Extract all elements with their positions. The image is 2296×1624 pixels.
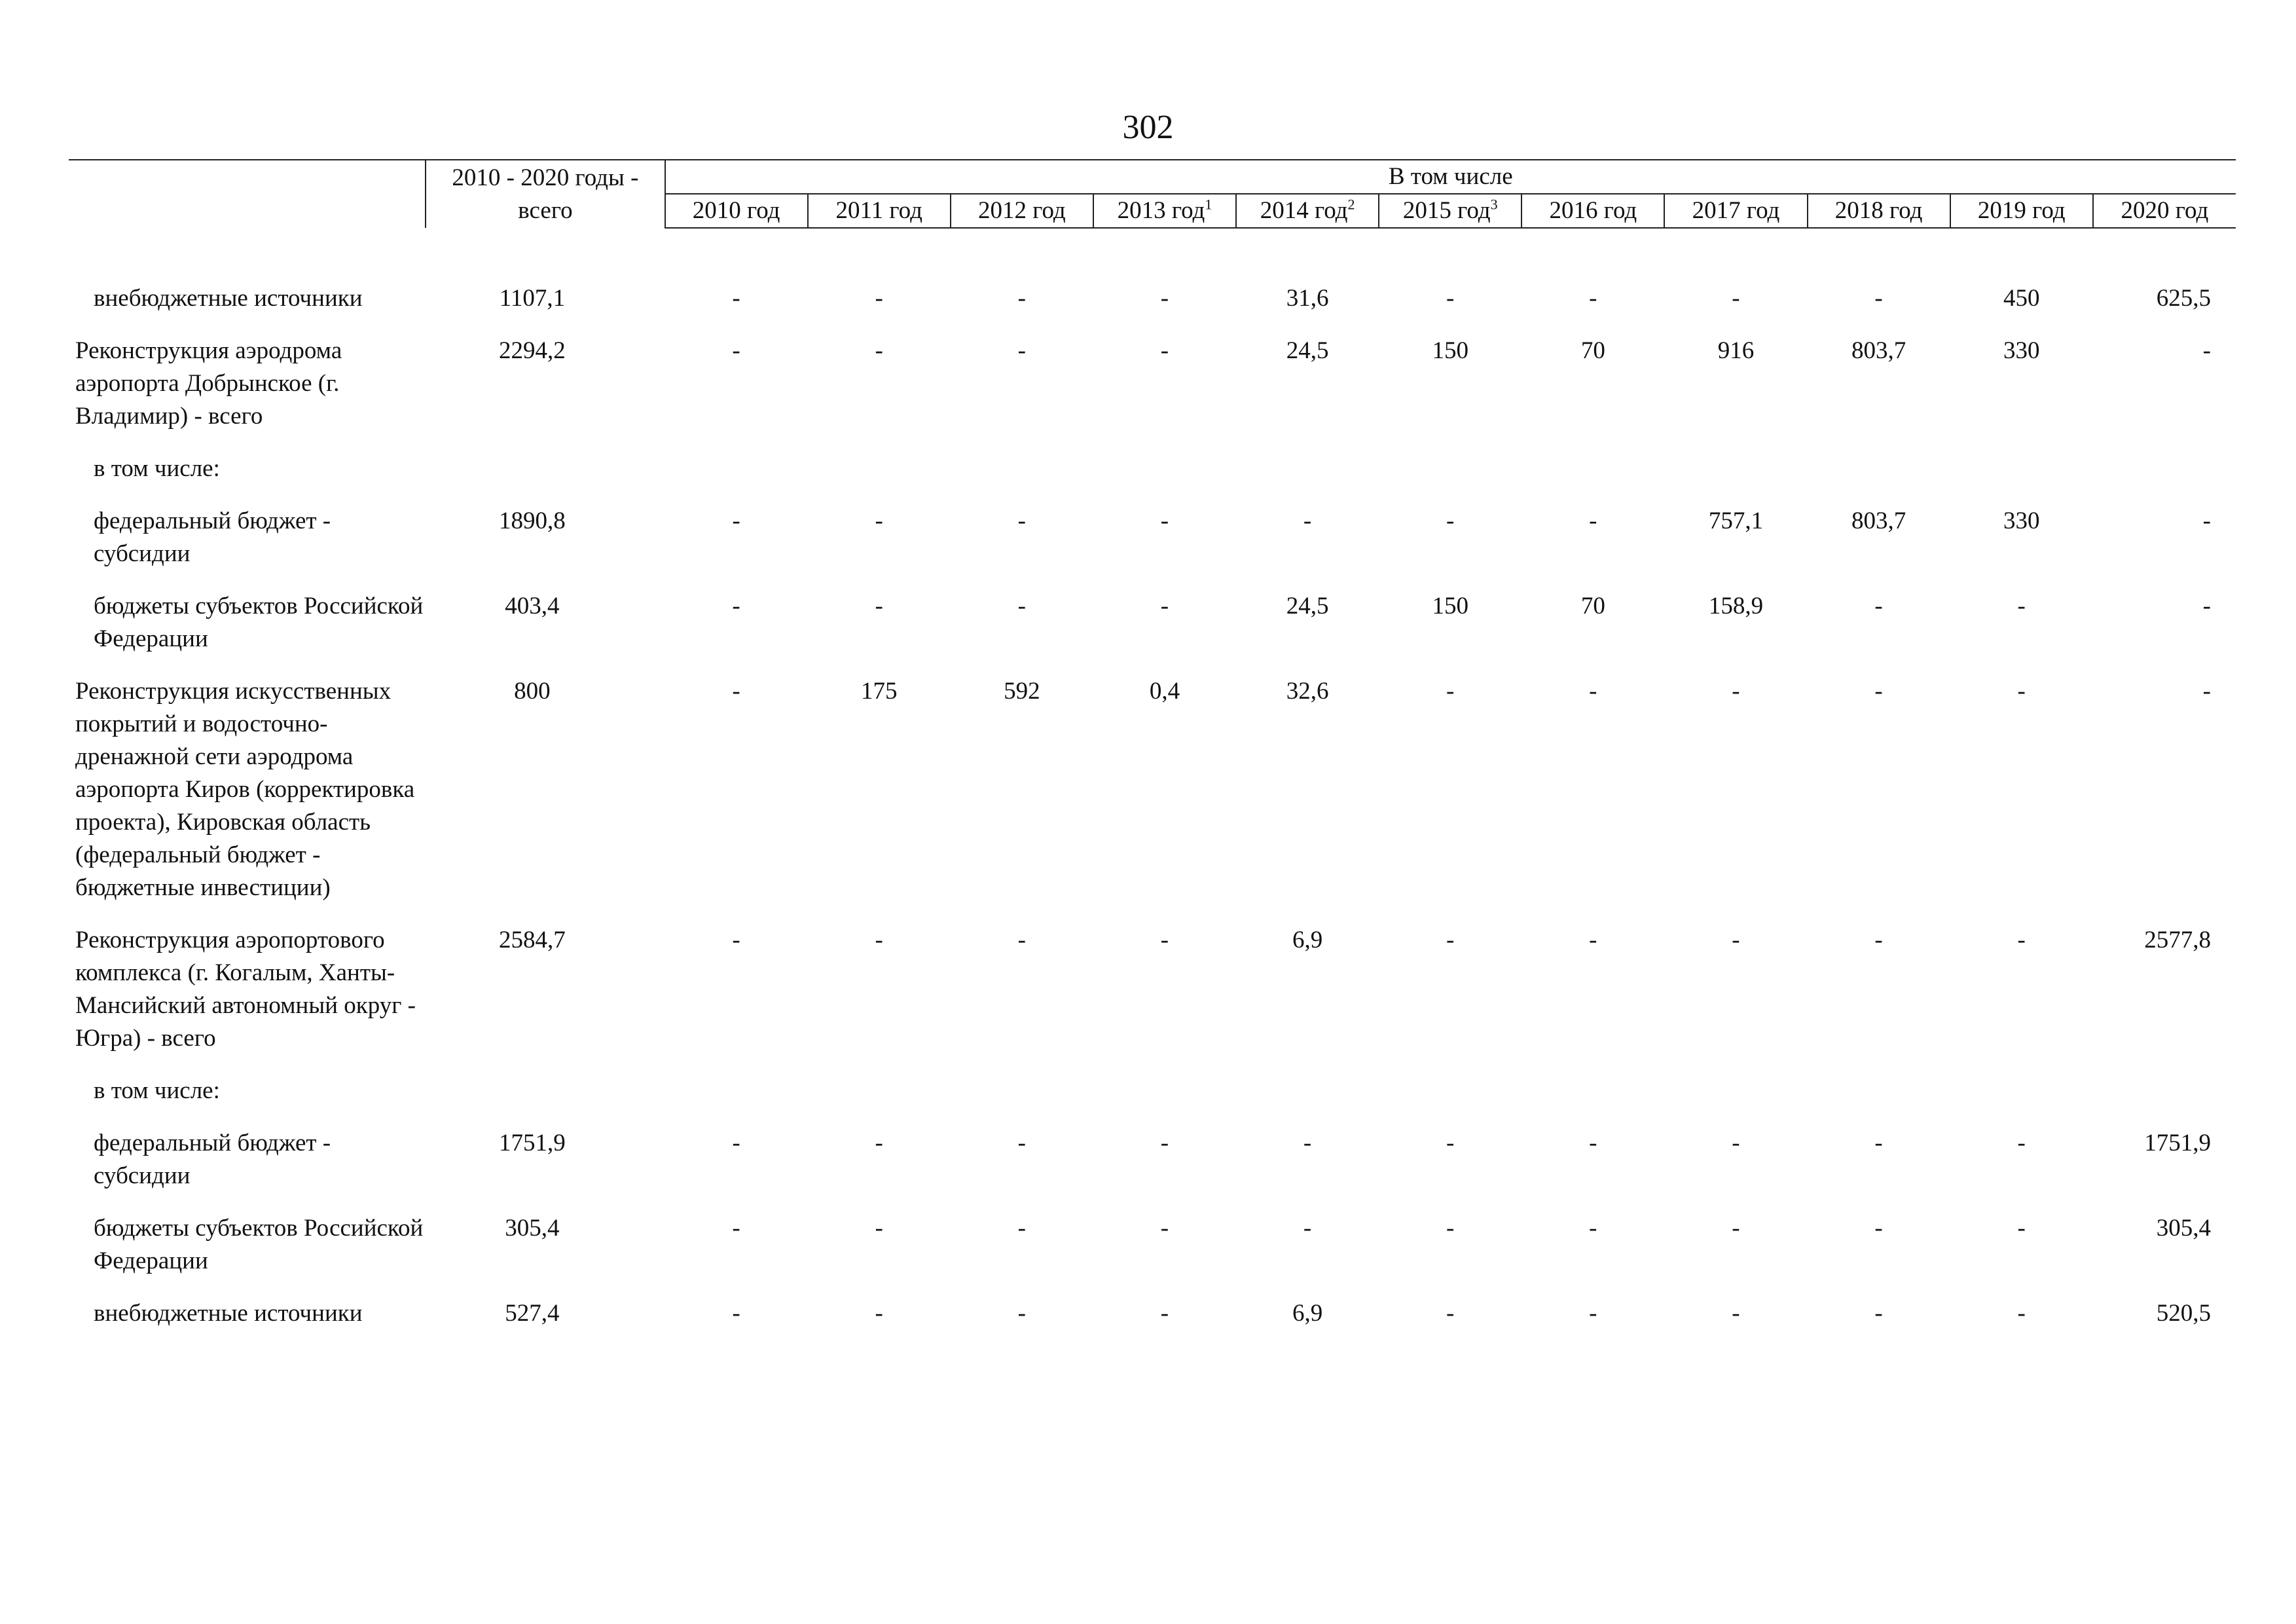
row-value: [951, 452, 1093, 505]
row-value: -: [1732, 285, 1740, 312]
row-value: 803,7: [1851, 507, 1906, 534]
row-total: 403,4: [505, 593, 560, 619]
row-value: 32,6: [1286, 678, 1329, 705]
table-row: [69, 675, 2236, 924]
footnote-marker: 1: [1205, 196, 1212, 213]
row-value: -: [2202, 507, 2211, 534]
footnote-marker: 3: [1490, 196, 1498, 213]
row-value: -: [1017, 337, 1026, 364]
page-number: 302: [1122, 109, 1174, 146]
header-year-6: [1379, 194, 1522, 228]
row-value: [1522, 452, 1664, 505]
row-value: -: [1160, 593, 1169, 619]
row-total: 2584,7: [499, 927, 566, 953]
table-row: [69, 452, 2236, 505]
row-value: -: [875, 593, 883, 619]
header-year-label: 2014 год: [1260, 197, 1348, 224]
row-value: -: [875, 507, 883, 534]
row-total: 800: [514, 678, 551, 705]
row-name: Реконструкция искусственных покрытий и водосточно-дренажной сети аэродрома аэропорта Киров (корректировка проекта), Кировская область (федеральный бюджет - бюджетные инвестиции): [75, 678, 415, 901]
row-value: 330: [2003, 507, 2040, 534]
row-value: -: [1446, 1215, 1455, 1242]
row-total: 1107,1: [499, 285, 566, 312]
row-value: 158,9: [1708, 593, 1764, 619]
row-value: -: [1874, 1300, 1883, 1327]
header-total-cell: 2010 - 2020 годы - всего: [426, 160, 665, 228]
row-value: -: [2017, 927, 2026, 953]
row-value: -: [732, 285, 740, 312]
row-total: 305,4: [505, 1215, 560, 1242]
budget-table: [69, 159, 2236, 1350]
row-value: [1236, 452, 1379, 505]
footnote-marker: 2: [1347, 196, 1355, 213]
row-value: -: [1446, 678, 1455, 705]
row-value: -: [1589, 1130, 1597, 1156]
row-value: [808, 1075, 951, 1127]
table-row: [69, 1127, 2236, 1212]
row-total: [426, 452, 665, 505]
row-value: -: [1446, 285, 1455, 312]
row-value: [1950, 1075, 2093, 1127]
table-row: [69, 335, 2236, 452]
row-value: -: [1446, 1300, 1455, 1327]
row-value: [1808, 1075, 1950, 1127]
row-value: -: [1303, 1130, 1312, 1156]
header-year-1: [665, 194, 808, 228]
row-value: -: [1874, 1215, 1883, 1242]
row-value: -: [2017, 1130, 2026, 1156]
header-year-10: [1950, 194, 2093, 228]
header-year-9: [1808, 194, 1950, 228]
row-value: -: [875, 927, 883, 953]
row-value: -: [1017, 593, 1026, 619]
row-value: -: [1160, 285, 1169, 312]
row-value: -: [1446, 507, 1455, 534]
row-value: [951, 1075, 1093, 1127]
row-value: 450: [2003, 285, 2040, 312]
row-name: федеральный бюджет - субсидии: [94, 1130, 331, 1189]
row-name: внебюджетные источники: [94, 285, 363, 312]
row-value: -: [1160, 927, 1169, 953]
row-value: [1664, 452, 1807, 505]
row-value: [665, 1075, 808, 1127]
row-value: 31,6: [1286, 285, 1329, 312]
row-value: 175: [860, 678, 898, 705]
row-value: -: [1589, 507, 1597, 534]
table-row: [69, 590, 2236, 675]
header-year-3: [951, 194, 1093, 228]
row-value: -: [1303, 507, 1312, 534]
row-value: 70: [1580, 593, 1605, 619]
row-value: 916: [1717, 337, 1755, 364]
row-value: -: [732, 1300, 740, 1327]
row-value: 305,4: [2156, 1215, 2211, 1242]
table-row: [69, 924, 2236, 1075]
header-year-label: 2019 год: [1977, 197, 2066, 224]
row-value: 150: [1432, 337, 1468, 364]
header-year-label: 2015 год: [1402, 197, 1491, 224]
row-value: 24,5: [1286, 593, 1329, 619]
row-value: -: [1017, 285, 1026, 312]
row-value: -: [875, 1130, 883, 1156]
row-value: -: [1732, 1300, 1740, 1327]
row-name: федеральный бюджет - субсидии: [94, 507, 331, 567]
row-value: -: [1160, 337, 1169, 364]
row-value: 1751,9: [2144, 1130, 2211, 1156]
row-value: 6,9: [1292, 927, 1323, 953]
row-value: 6,9: [1292, 1300, 1323, 1327]
row-value: -: [1017, 1300, 1026, 1327]
row-value: [1664, 1075, 1807, 1127]
row-value: -: [732, 678, 740, 705]
row-value: [1093, 452, 1236, 505]
row-value: -: [732, 593, 740, 619]
row-value: -: [2202, 593, 2211, 619]
row-value: 803,7: [1851, 337, 1906, 364]
row-value: -: [1732, 927, 1740, 953]
row-value: 150: [1432, 593, 1468, 619]
row-value: -: [1589, 678, 1597, 705]
row-total: [426, 1075, 665, 1127]
row-name: в том числе:: [94, 1077, 220, 1104]
row-value: -: [875, 1300, 883, 1327]
row-total: 527,4: [505, 1300, 560, 1327]
row-value: -: [1303, 1215, 1312, 1242]
row-value: 70: [1580, 337, 1605, 364]
header-year-8: [1664, 194, 1807, 228]
header-year-4: [1093, 194, 1236, 228]
row-value: -: [1017, 927, 1026, 953]
row-value: -: [1017, 507, 1026, 534]
row-value: 520,5: [2156, 1300, 2211, 1327]
header-including-cell: В том числе: [665, 160, 2236, 194]
row-total: 1890,8: [499, 507, 566, 534]
table-row: [69, 282, 2236, 335]
row-total: 2294,2: [499, 337, 566, 364]
header-year-label: 2016 год: [1549, 197, 1637, 224]
row-name: бюджеты субъектов Российской Федерации: [94, 1215, 424, 1274]
table-row: [69, 505, 2236, 590]
row-value: -: [1874, 285, 1883, 312]
row-value: -: [1589, 285, 1597, 312]
header-year-11: [2093, 194, 2236, 228]
table-header: [69, 160, 2236, 228]
table-row: [69, 1075, 2236, 1127]
header-year-label: 2011 год: [835, 197, 922, 224]
row-value: -: [1446, 1130, 1455, 1156]
header-year-label: 2017 год: [1692, 197, 1780, 224]
row-value: -: [732, 1215, 740, 1242]
row-value: 625,5: [2156, 285, 2211, 312]
table-row: [69, 1297, 2236, 1350]
row-value: -: [2202, 678, 2211, 705]
row-name: в том числе:: [94, 455, 220, 482]
row-value: -: [1160, 1215, 1169, 1242]
table-row: [69, 1212, 2236, 1297]
row-value: -: [1446, 927, 1455, 953]
row-value: -: [1589, 1300, 1597, 1327]
row-value: -: [1874, 593, 1883, 619]
row-value: -: [2017, 593, 2026, 619]
header-year-2: [808, 194, 951, 228]
row-value: [2093, 1075, 2236, 1127]
row-value: -: [1874, 678, 1883, 705]
row-value: -: [2017, 1215, 2026, 1242]
row-value: -: [732, 1130, 740, 1156]
row-value: -: [875, 337, 883, 364]
row-value: -: [1732, 1215, 1740, 1242]
header-year-label: 2018 год: [1834, 197, 1923, 224]
row-name: бюджеты субъектов Российской Федерации: [94, 593, 424, 652]
header-year-label: 2012 год: [977, 197, 1066, 224]
row-value: -: [2202, 337, 2211, 364]
header-year-label: 2010 год: [692, 197, 780, 224]
row-value: -: [732, 337, 740, 364]
header-year-7: [1522, 194, 1664, 228]
header-year-label: 2020 год: [2121, 197, 2209, 224]
row-value: 2577,8: [2144, 927, 2211, 953]
header-name-cell: [69, 160, 426, 228]
row-name: внебюджетные источники: [94, 1300, 363, 1327]
row-value: -: [1017, 1215, 1026, 1242]
row-value: 330: [2003, 337, 2040, 364]
row-value: [1379, 452, 1522, 505]
row-value: [2093, 452, 2236, 505]
row-value: -: [875, 285, 883, 312]
row-value: [1950, 452, 2093, 505]
row-total: 1751,9: [499, 1130, 566, 1156]
row-value: [808, 452, 951, 505]
header-year-label: 2013 год: [1117, 197, 1205, 224]
row-value: -: [1589, 927, 1597, 953]
row-value: [665, 452, 808, 505]
row-value: [1236, 1075, 1379, 1127]
row-value: -: [875, 1215, 883, 1242]
row-value: 0,4: [1149, 678, 1180, 705]
row-name: Реконструкция аэродрома аэропорта Добрынское (г. Владимир) - всего: [75, 337, 342, 430]
row-value: -: [1732, 1130, 1740, 1156]
row-value: 24,5: [1286, 337, 1329, 364]
row-value: -: [732, 507, 740, 534]
row-value: -: [1160, 507, 1169, 534]
row-value: -: [1160, 1130, 1169, 1156]
row-value: -: [1589, 1215, 1597, 1242]
row-value: -: [1732, 678, 1740, 705]
row-value: -: [1017, 1130, 1026, 1156]
row-value: [1808, 452, 1950, 505]
row-value: -: [1160, 1300, 1169, 1327]
row-value: [1522, 1075, 1664, 1127]
row-value: -: [1874, 927, 1883, 953]
header-year-5: [1236, 194, 1379, 228]
row-name: Реконструкция аэропортового комплекса (г. Когалым, Ханты-Мансийский автономный округ - Югра) - всего: [75, 927, 416, 1052]
row-value: 592: [1004, 678, 1040, 705]
row-value: -: [1874, 1130, 1883, 1156]
row-value: -: [2017, 678, 2026, 705]
row-value: -: [2017, 1300, 2026, 1327]
row-value: [1379, 1075, 1522, 1127]
row-value: -: [732, 927, 740, 953]
row-value: [1093, 1075, 1236, 1127]
table-body: [69, 228, 2236, 1350]
row-value: 757,1: [1708, 507, 1764, 534]
